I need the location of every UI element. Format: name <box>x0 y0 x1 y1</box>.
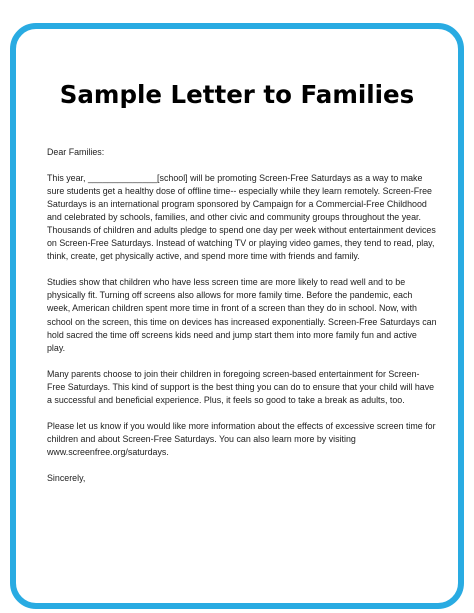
paragraph-contact: Please let us know if you would like more information about the effects of excessive screen time for children and about Screen-Free Saturdays. You can also learn more by visiting www.screenfree.org/saturdays. <box>47 420 436 457</box>
paragraph-parents: Many parents choose to join their children in foregoing screen-based entertainment for Screen-Free Saturdays. This kind of support is the best thing you can do to ensure that your child will have a successful and beneficial experience. Plus, it feels so good to take a break as adults, too. <box>47 368 435 405</box>
letter-body <box>47 146 437 498</box>
paragraph-intro: This year, ______________[school] will be promoting Screen-Free Saturdays as a way to make sure students get a healthy dose of offline time-- especially while they learn remotely. Screen-Free Saturdays is an international program sponsored by Campaign for a Commercial-Free Childhood and celebrated by schools, families, and other civic and community groups throughout the year. Thousands of children and adults pledge to spend one day per week without entertainment devices on Screen-Free Saturdays. Instead of watching TV or playing video games, they tend to read, play, think, create, get physically active, and spend more time with friends and family. <box>47 173 436 262</box>
salutation: Dear Families: <box>47 147 105 157</box>
paragraph-studies: Studies show that children who have less screen time are more likely to read well and to be physically fit. Turning off screens also allows for more family time. Before the pandemic, each week, American children spent more time in front of a screen than they do in school. Now, with school on the screen, this time on devices has increased exponentially. Screen-Free Saturdays can hold sacred the time off screens kids need and jump start them into more family fun and active play. <box>47 277 437 353</box>
page-frame <box>10 23 464 609</box>
letter-title: Sample Letter to Families <box>59 80 415 109</box>
closing: Sincerely, <box>47 472 86 483</box>
